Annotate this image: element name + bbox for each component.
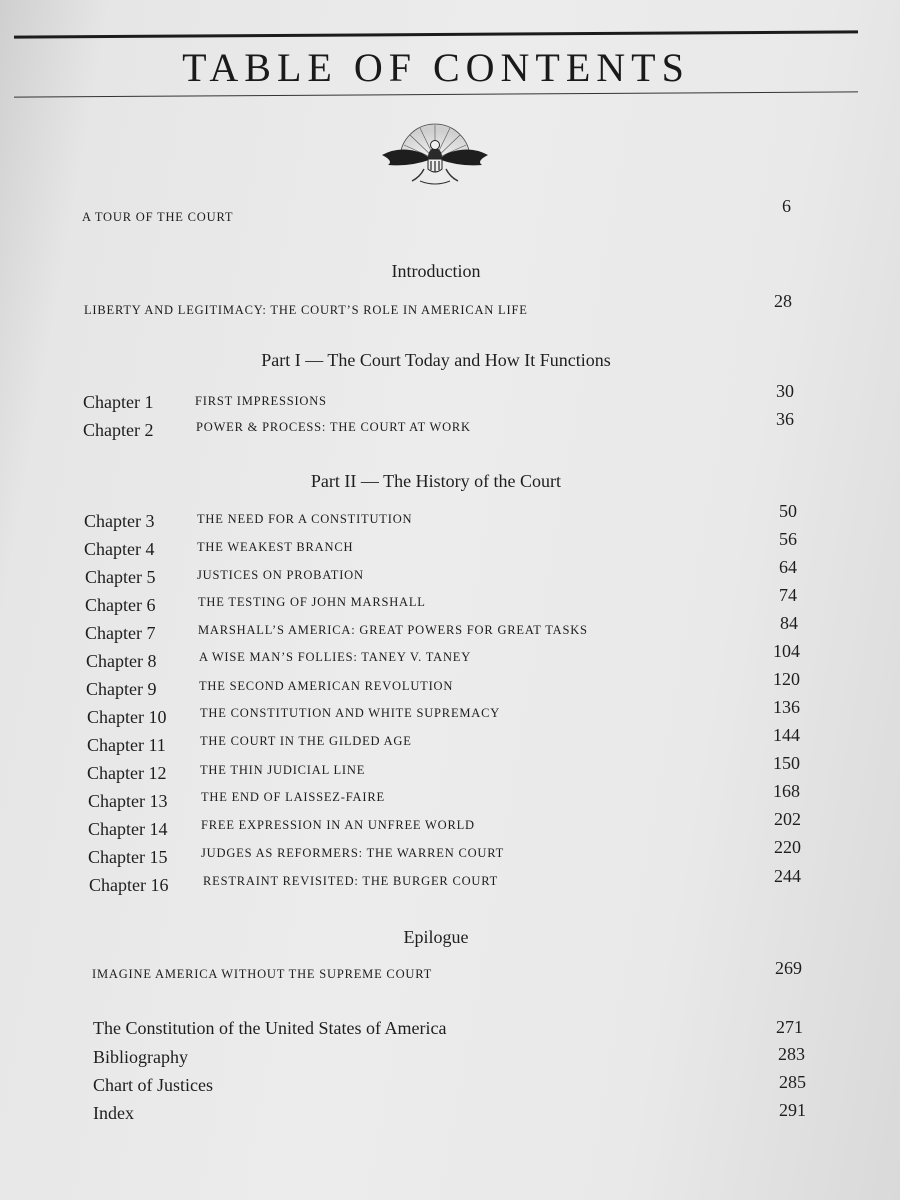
tour-page: 6	[782, 196, 791, 216]
chapter-number: Chapter 9	[86, 679, 157, 699]
chapter-number: Chapter 16	[89, 875, 169, 895]
chapter-number: Chapter 6	[85, 595, 156, 615]
chapter-number: Chapter 5	[85, 567, 156, 587]
page-title: TABLE OF CONTENTS	[182, 45, 690, 90]
chapter-page: 244	[774, 866, 801, 886]
chapter-title: THE TESTING OF JOHN MARSHALL	[198, 595, 426, 609]
epilogue-title: IMAGINE AMERICA WITHOUT THE SUPREME COURT	[92, 967, 433, 981]
chapter-title: RESTRAINT REVISITED: THE BURGER COURT	[203, 874, 499, 888]
backmatter-title: Index	[93, 1103, 134, 1123]
chapter-page: 202	[774, 809, 801, 829]
chapter-title: THE END OF LAISSEZ-FAIRE	[201, 790, 385, 804]
chapter-title: MARSHALL’S AMERICA: GREAT POWERS FOR GREAT TASKS	[198, 623, 588, 637]
backmatter-page: 285	[779, 1072, 806, 1092]
top-rule	[14, 30, 858, 38]
chapter-page: 168	[773, 781, 800, 801]
chapter-title: FREE EXPRESSION IN AN UNFREE WORLD	[201, 818, 475, 832]
chapter-title: THE COURT IN THE GILDED AGE	[200, 734, 412, 748]
chapter-title: JUDGES AS REFORMERS: THE WARREN COURT	[201, 846, 505, 860]
chapter-title: A WISE MAN’S FOLLIES: TANEY V. TANEY	[199, 650, 472, 664]
chapter-page: 50	[779, 501, 797, 521]
chapter-title: THE CONSTITUTION AND WHITE SUPREMACY	[200, 706, 501, 720]
chapter-page: 104	[773, 641, 800, 661]
chapter-title: THE WEAKEST BRANCH	[197, 540, 354, 554]
backmatter-page: 283	[778, 1044, 805, 1064]
chapter-number: Chapter 4	[84, 539, 155, 559]
chapter-page: 30	[776, 381, 794, 401]
introduction-title: LIBERTY AND LEGITIMACY: THE COURT’S ROLE IN AMERICAN LIFE	[84, 303, 528, 317]
chapter-page: 136	[773, 697, 800, 717]
chapter-page: 56	[779, 529, 797, 549]
chapter-number: Chapter 12	[87, 763, 167, 783]
chapter-page: 150	[773, 753, 800, 773]
chapter-title: POWER & PROCESS: THE COURT AT WORK	[196, 420, 471, 434]
chapter-number: Chapter 15	[88, 847, 168, 867]
backmatter-page: 291	[779, 1100, 806, 1120]
backmatter-page: 271	[776, 1017, 803, 1037]
chapter-number: Chapter 10	[87, 707, 167, 727]
chapter-page: 84	[780, 613, 798, 633]
chapter-number: Chapter 11	[87, 735, 166, 755]
eagle-emblem-icon	[380, 115, 490, 187]
chapter-page: 36	[776, 409, 794, 429]
chapter-title: THE NEED FOR A CONSTITUTION	[197, 512, 413, 526]
backmatter-title: Bibliography	[93, 1047, 188, 1067]
chapter-page: 144	[773, 725, 800, 745]
chapter-number: Chapter 14	[88, 819, 168, 839]
chapter-title: FIRST IMPRESSIONS	[195, 394, 327, 408]
part-1-heading: Part I — The Court Today and How It Functions	[261, 350, 611, 370]
chapter-number: Chapter 8	[86, 651, 157, 671]
chapter-title: JUSTICES ON PROBATION	[197, 568, 364, 582]
chapter-number: Chapter 13	[88, 791, 168, 811]
epilogue-page: 269	[775, 958, 802, 978]
backmatter-title: Chart of Justices	[93, 1075, 213, 1095]
chapter-page: 74	[779, 585, 797, 605]
chapter-number: Chapter 3	[84, 511, 155, 531]
chapter-number: Chapter 1	[83, 392, 154, 412]
part-2-heading: Part II — The History of the Court	[310, 471, 562, 491]
introduction-page: 28	[774, 291, 792, 311]
backmatter-title: The Constitution of the United States of America	[93, 1018, 447, 1038]
introduction-heading: Introduction	[391, 261, 481, 281]
chapter-page: 220	[774, 837, 801, 857]
title-underline	[14, 91, 858, 97]
chapter-number: Chapter 7	[85, 623, 156, 643]
tour-title: A TOUR OF THE COURT	[82, 210, 234, 224]
chapter-number: Chapter 2	[83, 420, 154, 440]
chapter-title: THE THIN JUDICIAL LINE	[200, 763, 366, 777]
epilogue-heading: Epilogue	[403, 927, 469, 947]
chapter-page: 64	[779, 557, 797, 577]
chapter-title: THE SECOND AMERICAN REVOLUTION	[199, 679, 454, 693]
chapter-page: 120	[773, 669, 800, 689]
